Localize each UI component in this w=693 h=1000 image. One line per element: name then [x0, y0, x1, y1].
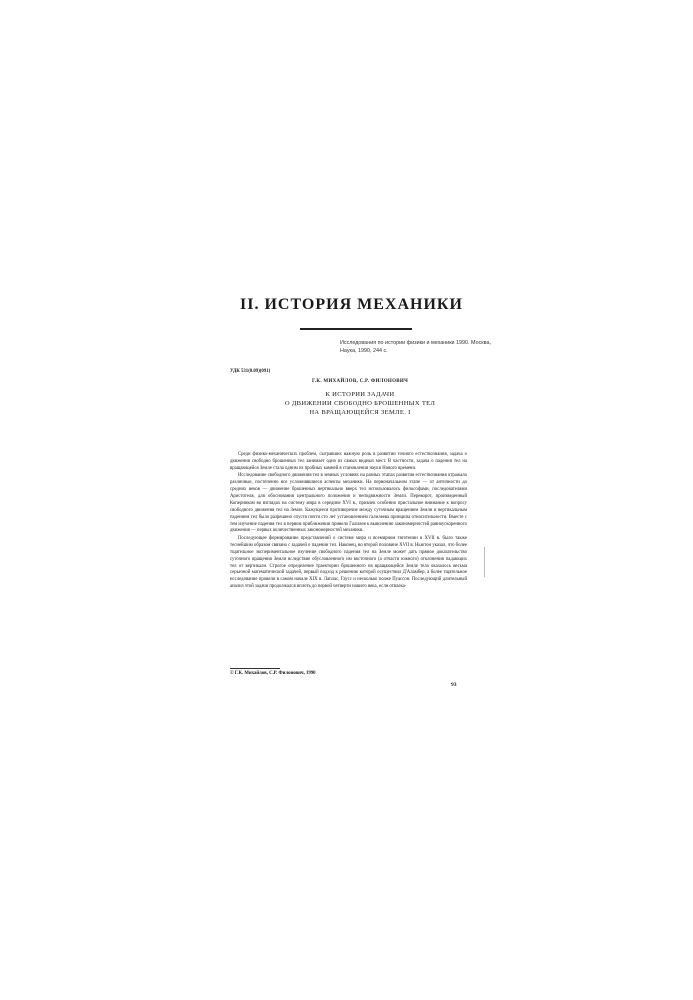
article-title-line: К ИСТОРИИ ЗАДАЧИ	[325, 391, 395, 398]
paragraph: Среди физико-механических проблем, сыгравших важную роль в развитии точного естествознания, задача о движении свободно брошенных тел занимает одно из самых видных мест. В частности, задача о падении тел на вращающейся Земле стала одним из пробных камней в становлении науки Нового времени.	[230, 452, 467, 471]
copyright-footnote: © Г.К. Михайлов, С.Р. Филонович, 1990	[230, 671, 316, 676]
section-title: II. ИСТОРИЯ МЕХАНИКИ	[240, 296, 463, 313]
article-title-line: О ДВИЖЕНИИ СВОБОДНО БРОШЕННЫХ ТЕЛ	[284, 399, 436, 407]
paragraph: Последующее формирование представлений о системе мира и всемирном тяготении в XVII в. было также теснейшим образом связано с задачей о падении тел. Наконец, во второй половине XVII в. Ньютон указал, что более тщательное экспериментальное изучение свободного падения тел на Земле может дать прямое доказательство суточного вращения Земли вследствие обусловленного им восточного (а отчасти южного) отклонения падающих тел от вертикали. Строгое определение траектории брошенного на вращающейся Земле тела оказалось весьма серьезной математической задачей, первый подход к решению которой осуществил Д'Аламбер, а более тщательное исследование провели в самом начале XIX в. Лаплас, Гаусс и несколько позже Пуассон. Последующий длительный анализ этой задачи продолжался вплоть до первой четверти нашего века, если отвлека-	[230, 535, 467, 590]
page-number: 93	[451, 682, 457, 688]
paragraph: Исследование свободного движения тел в земных условиях на разных этапах развития естествознания отражало различные, постепенно все усложнявшиеся аспекты механики. На первоначальном этапе — от античности до средних веков — движение брошенных вертикально вверх тел использовалось философами, последователями Аристотеля, для обоснования центрального положения и неподвижности Земли. Переворот, произведенный Коперником во взглядах на систему мира в середине XVI в., привлек особенно пристальное внимание к вопросу свободного движения тел на Земле. Кажущееся противоречие между суточным вращением Земли и вертикальным падением тел было разрешено спустя почти сто лет установлением галилеева принципа относительности. Вместе с тем изучение падения тел в первом приближении привело Галилея к выяснению закономерностей равноускоренного движения — первых количественных закономерностей механики.	[230, 473, 467, 534]
footnote-rule	[230, 668, 280, 669]
title-rule	[300, 328, 412, 330]
article-body	[230, 452, 467, 591]
authors: Г.К. МИХАЙЛОВ, С.Р. ФИЛОНОВИЧ	[311, 379, 409, 384]
article-title-line: НА ВРАЩАЮЩЕЙСЯ ЗЕМЛЕ. I	[309, 408, 411, 416]
margin-mark	[484, 547, 485, 577]
citation: Исследования по истории физики и механики 1990. Москва, Наука, 1990, 244 с.	[340, 340, 491, 354]
udc-code: УДК 531(0.09)(091)	[230, 369, 271, 374]
article-title	[240, 391, 480, 417]
